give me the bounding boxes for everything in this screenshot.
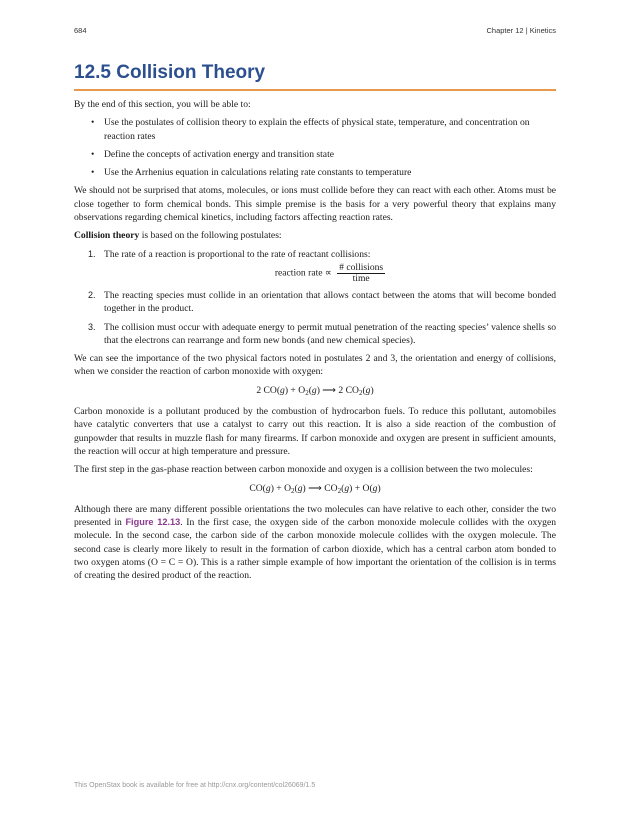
objective-item: • Use the Arrhenius equation in calculations relating rate constants to temperature <box>104 166 556 179</box>
postulate-item <box>88 289 556 316</box>
paragraph-carbon-monoxide: Carbon monoxide is a pollutant produced by the combustion of hydrocarbon fuels. To reduce this pollutant, automobiles have catalytic converters that use a catalyst to carry out this reaction. It is also a side reaction of the combustion of gunpowder that results in muzzle flash for many firearms. If carbon monoxide and oxygen are present in sufficient amounts, the reaction will occur at high temperature and pressure. <box>74 406 556 457</box>
chapter-header: Chapter 12 | Kinetics <box>486 26 556 35</box>
postulate-number: 3. <box>88 321 96 332</box>
page-number: 684 <box>74 26 87 35</box>
paragraph-physical-factors: We can see the importance of the two physical factors noted in postulates 2 and 3, the orientation and energy of collisions, when we consider the reaction of carbon monoxide with oxygen: <box>74 353 556 378</box>
postulate-item <box>88 248 556 284</box>
paragraph-gas-phase: The first step in the gas-phase reaction between carbon monoxide and oxygen is a collision between the two molecules: <box>74 464 533 476</box>
postulate-number: 1. <box>88 248 96 259</box>
co2-formula: (O = C = O). <box>147 557 199 569</box>
title-underline <box>74 89 556 91</box>
equation-collision-step: $CO(g) + O_2(g)$ ⟶ $CO_2(g) + O(g)$ <box>249 482 381 495</box>
postulate-text: The rate of a reaction is proportional to the rate of reactant collisions: <box>104 248 371 260</box>
section-title: 12.5 Collision Theory <box>74 62 266 83</box>
page-content <box>74 98 556 588</box>
objectives-list <box>74 116 556 179</box>
figure-link[interactable]: Figure 12.13 <box>125 517 181 528</box>
postulate-text: The collision must occur with adequate energy to permit mutual penetration of the reacting species’ valence shells so that the electrons can rearrange and form new bonds (and new chemical species). <box>104 321 556 346</box>
postulates-list <box>74 248 556 347</box>
fraction-numerator: # collisions <box>339 261 384 273</box>
objective-item: • Use the postulates of collision theory to explain the effects of physical state, temperature, and concentration on reaction rates <box>104 116 556 143</box>
orientation-text-middle: . In the first case, the oxygen side of the carbon monoxide molecule collides with the oxygen molecule. In the second case, the carbon side of the carbon monoxide molecule collides with the oxygen molecule. The second case is clearly more likely to result in the formation of carbon dioxide, which has a central carbon atom bonded to two oxygen atoms <box>74 517 556 569</box>
objective-item: • Define the concepts of activation energy and transition state <box>104 148 556 161</box>
paragraph-orientation <box>74 503 556 583</box>
collision-theory-rest: is based on the following postulates: <box>139 230 282 242</box>
rate-equation-lhs: reaction rate <box>274 267 323 279</box>
postulate-number: 2. <box>88 289 96 300</box>
equation-co-oxidation: 2 $CO(g) + O_2(g)$ ⟶ 2 $CO_2(g)$ <box>256 384 374 397</box>
orientation-text-end: This is a rather simple example of how important the orientation of the collision is in terms of creating the desired product of the reaction. <box>74 557 556 582</box>
page-footer: This OpenStax book is available for free at http://cnx.org/content/col26069/1.5 <box>74 782 316 789</box>
proportional-symbol: ∝ <box>324 267 332 279</box>
orientation-text-start: Although there are many different possible orientations the two molecules can have relative to each other, consider the two presented in <box>74 503 556 529</box>
paragraph-intro: We should not be surprised that atoms, molecules, or ions must collide before they can react with each other. Atoms must be close together to form chemical bonds. This simple premise is the basis for a very powerful theory that explains many observations regarding chemical kinetics, including factors affecting reaction rates. <box>74 185 556 224</box>
rate-equation <box>104 263 556 284</box>
fraction-denominator: time <box>352 272 370 284</box>
collision-theory-lead <box>74 229 556 242</box>
objectives-intro: By the end of this section, you will be able to: <box>74 99 251 110</box>
collision-theory-term: Collision theory <box>74 230 140 242</box>
postulate-item <box>88 321 556 348</box>
rate-fraction <box>337 263 385 284</box>
postulate-text: The reacting species must collide in an orientation that allows contact between the atoms that will become bonded together in the product. <box>104 289 556 315</box>
